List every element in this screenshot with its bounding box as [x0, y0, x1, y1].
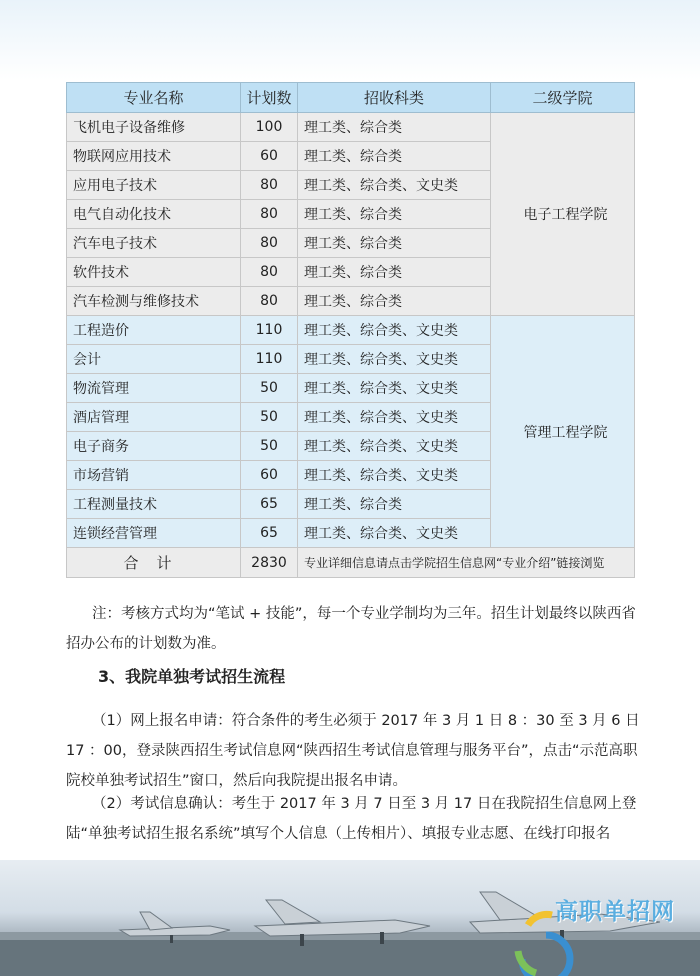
- enrollment-plan-table: [66, 82, 635, 578]
- categories-cell: 理工类、综合类、文史类: [298, 461, 491, 490]
- plan-count-cell: 65: [241, 519, 298, 548]
- plan-count-cell: 80: [241, 287, 298, 316]
- major-cell: 应用电子技术: [67, 171, 241, 200]
- plan-count-cell: 100: [241, 113, 298, 142]
- header-categories: 招收科类: [298, 83, 491, 113]
- categories-cell: 理工类、综合类、文史类: [298, 403, 491, 432]
- major-cell: 物联网应用技术: [67, 142, 241, 171]
- header-plan: 计划数: [241, 83, 298, 113]
- major-cell: 汽车检测与维修技术: [67, 287, 241, 316]
- major-cell: 电子商务: [67, 432, 241, 461]
- header-college: 二级学院: [491, 83, 635, 113]
- categories-cell: 理工类、综合类: [298, 490, 491, 519]
- table-header-row: [67, 83, 635, 113]
- categories-cell: 理工类、综合类: [298, 258, 491, 287]
- major-cell: 飞机电子设备维修: [67, 113, 241, 142]
- plan-count-cell: 50: [241, 374, 298, 403]
- categories-cell: 理工类、综合类、文史类: [298, 345, 491, 374]
- college-cell: 管理工程学院: [491, 316, 635, 548]
- categories-cell: 理工类、综合类、文史类: [298, 171, 491, 200]
- major-cell: 电气自动化技术: [67, 200, 241, 229]
- table-note: 注：考核方式均为“笔试 + 技能”，每一个专业学制均为三年。招生计划最终以陕西省招办公布的计划数为准。: [66, 606, 636, 652]
- major-cell: 软件技术: [67, 258, 241, 287]
- plan-count-cell: 50: [241, 403, 298, 432]
- section-title: 3、我院单独考试招生流程: [98, 667, 286, 686]
- categories-cell: 理工类、综合类、文史类: [298, 519, 491, 548]
- college-cell: 电子工程学院: [491, 113, 635, 316]
- total-row: [67, 548, 635, 578]
- paragraph-online-registration: （1）网上报名申请：符合条件的考生必须于 2017 年 3 月 1 日 8 ：30 至 3 月 6 日 17 ：00，登录陕西招生考试信息网“陕西招生考试信息管理与服务平台”，点击“示范高职院校单独考试招生”窗口，然后向我院提出报名申请。: [66, 713, 640, 789]
- major-cell: 连锁经营管理: [67, 519, 241, 548]
- categories-cell: 理工类、综合类、文史类: [298, 374, 491, 403]
- categories-cell: 理工类、综合类: [298, 113, 491, 142]
- major-cell: 酒店管理: [67, 403, 241, 432]
- major-cell: 工程测量技术: [67, 490, 241, 519]
- major-cell: 市场营销: [67, 461, 241, 490]
- major-cell: 汽车电子技术: [67, 229, 241, 258]
- categories-cell: 理工类、综合类: [298, 142, 491, 171]
- plan-count-cell: 65: [241, 490, 298, 519]
- plan-count-cell: 50: [241, 432, 298, 461]
- plan-count-cell: 110: [241, 345, 298, 374]
- major-cell: 工程造价: [67, 316, 241, 345]
- categories-cell: 理工类、综合类: [298, 287, 491, 316]
- plan-count-cell: 80: [241, 200, 298, 229]
- total-note: 专业详细信息请点击学院招生信息网“专业介绍”链接浏览: [298, 548, 635, 578]
- table-row: [67, 316, 635, 345]
- plan-count-cell: 80: [241, 258, 298, 287]
- header-major: 专业名称: [67, 83, 241, 113]
- table-body: [67, 113, 635, 578]
- categories-cell: 理工类、综合类: [298, 200, 491, 229]
- table-row: [67, 113, 635, 142]
- plan-count-cell: 60: [241, 142, 298, 171]
- major-cell: 会计: [67, 345, 241, 374]
- total-label: 合计: [67, 548, 241, 578]
- paragraph-info-confirmation: （2）考试信息确认：考生于 2017 年 3 月 7 日至 3 月 17 日在我院招生信息网上登陆“单独考试招生报名系统”填写个人信息（上传相片）、填报专业志愿、在线打印报名: [66, 796, 637, 842]
- major-cell: 物流管理: [67, 374, 241, 403]
- watermark-title: 高职单招网: [555, 898, 675, 925]
- plan-count-cell: 80: [241, 171, 298, 200]
- categories-cell: 理工类、综合类、文史类: [298, 316, 491, 345]
- categories-cell: 理工类、综合类: [298, 229, 491, 258]
- plan-count-cell: 110: [241, 316, 298, 345]
- plan-count-cell: 80: [241, 229, 298, 258]
- total-plan-count: 2830: [241, 548, 298, 578]
- categories-cell: 理工类、综合类、文史类: [298, 432, 491, 461]
- plan-count-cell: 60: [241, 461, 298, 490]
